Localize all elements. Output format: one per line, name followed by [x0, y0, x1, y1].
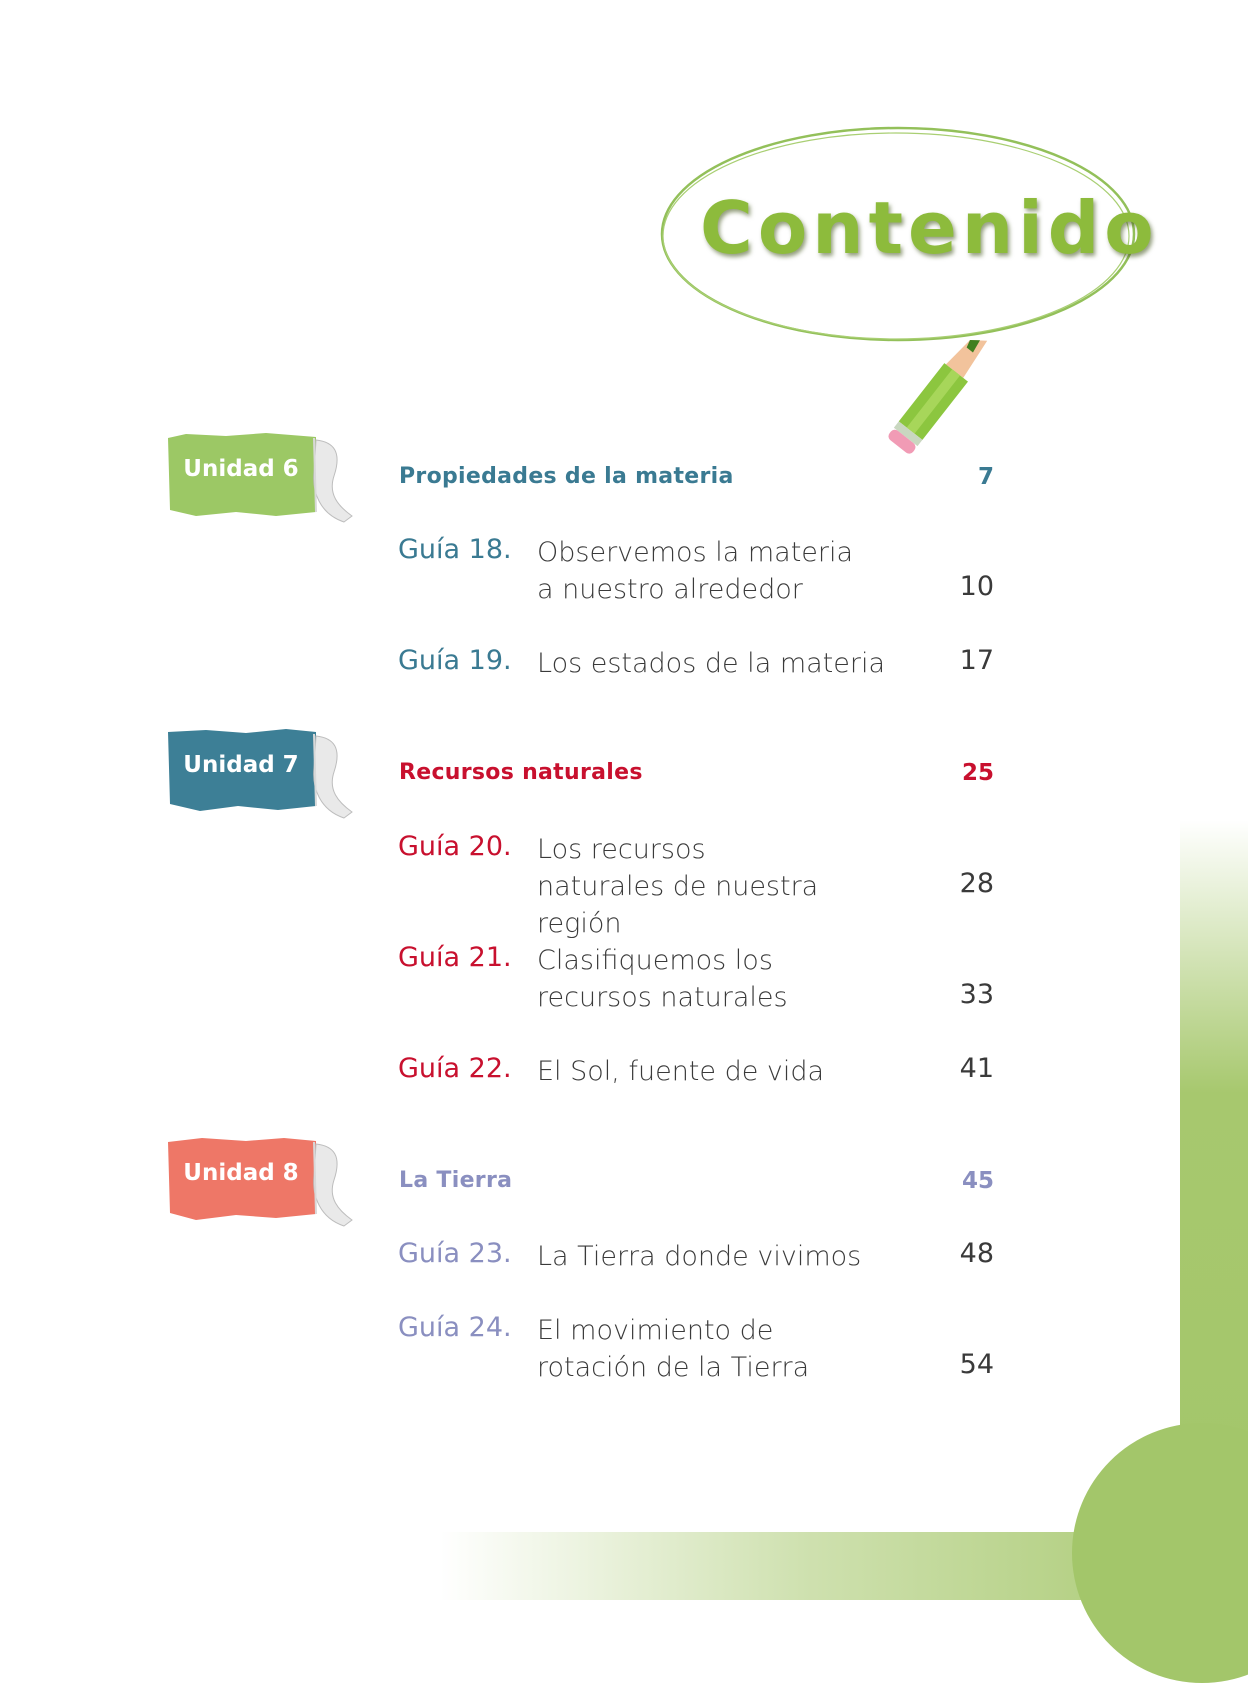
- guia-number-24: Guía 24.: [398, 1312, 512, 1343]
- guia-title-22: El Sol, fuente de vida: [537, 1056, 825, 1087]
- guia-page-22: 41: [959, 1053, 994, 1084]
- guia-title-24: El movimiento de rotación de la Tierra: [537, 1315, 810, 1383]
- unit-tag-8: [166, 1136, 376, 1236]
- unit-page-8: 45: [961, 1168, 994, 1194]
- guia-page-24: 54: [959, 1349, 994, 1380]
- guia-number-19: Guía 19.: [398, 645, 512, 676]
- guia-page-23: 48: [959, 1238, 994, 1269]
- guia-number-22: Guía 22.: [398, 1053, 512, 1084]
- guia-page-21: 33: [959, 979, 994, 1010]
- page-title: Contenido: [700, 186, 1159, 270]
- green-corner-shape: [1072, 1423, 1248, 1683]
- guia-number-20: Guía 20.: [398, 831, 512, 862]
- guia-title-21: Clasifiquemos los recursos naturales: [537, 945, 788, 1013]
- guia-title-23: La Tierra donde vivimos: [537, 1241, 862, 1272]
- torn-paper-icon: [166, 728, 376, 828]
- unit-label-7: Unidad 7: [183, 752, 299, 778]
- unit-label-6: Unidad 6: [183, 456, 299, 482]
- unit-title-7: Recursos naturales: [399, 760, 643, 785]
- unit-label-8: Unidad 8: [183, 1160, 299, 1186]
- guia-title-20: Los recursos naturales de nuestra región: [537, 834, 819, 939]
- guia-number-23: Guía 23.: [398, 1238, 512, 1269]
- pencil-icon: [886, 328, 995, 455]
- guia-number-18: Guía 18.: [398, 534, 512, 565]
- guia-page-18: 10: [959, 571, 994, 602]
- guia-page-20: 28: [959, 868, 994, 899]
- guia-page-19: 17: [959, 645, 994, 676]
- guia-number-21: Guía 21.: [398, 942, 512, 973]
- unit-page-6: 7: [977, 464, 994, 490]
- unit-page-7: 25: [961, 760, 994, 786]
- torn-paper-icon: [166, 432, 376, 532]
- unit-tag-7: [166, 728, 376, 828]
- unit-title-6: Propiedades de la materia: [399, 464, 734, 489]
- torn-paper-icon: [166, 1136, 376, 1236]
- guia-title-19: Los estados de la materia: [537, 648, 886, 679]
- unit-title-8: La Tierra: [399, 1168, 513, 1193]
- unit-tag-6: [166, 432, 376, 532]
- guia-title-18: Observemos la materia a nuestro alrededor: [537, 537, 854, 605]
